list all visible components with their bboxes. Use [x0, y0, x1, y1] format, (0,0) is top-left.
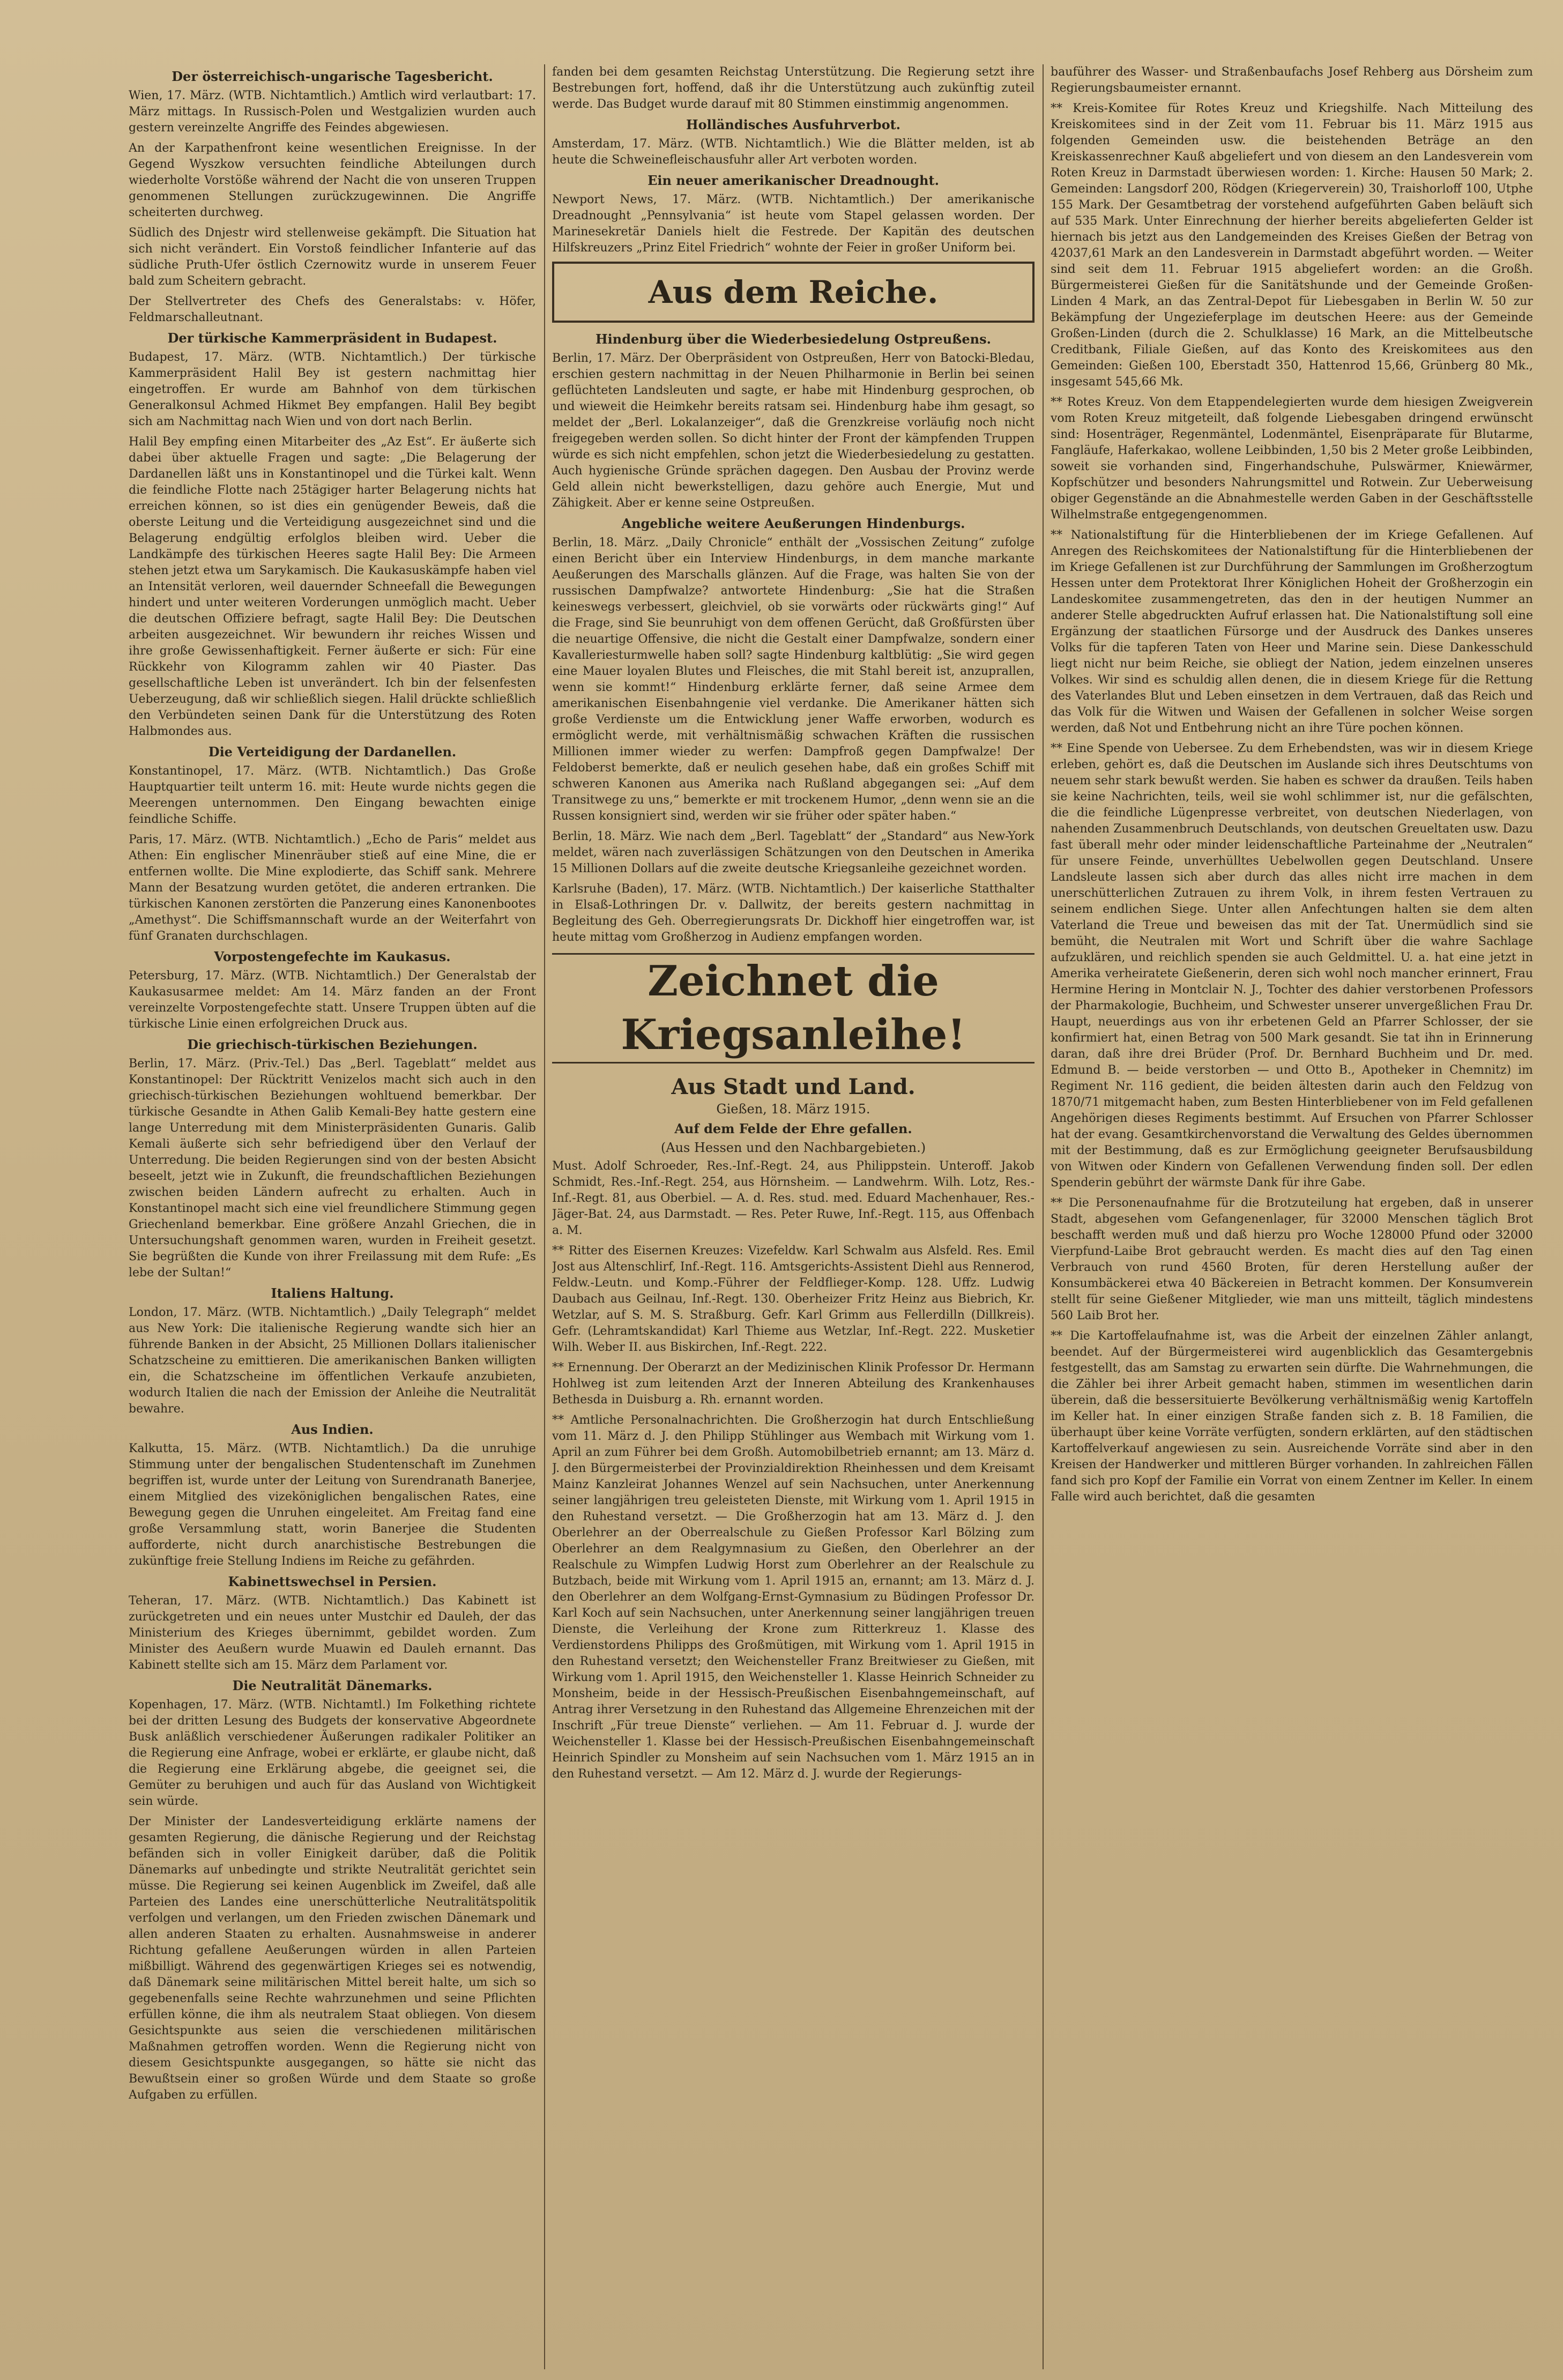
article-text: Teheran, 17. März. (WTB. Nichtamtlich.) Das Kabinett ist zurückgetreten und ein neues unter Mustchir ed Dauleh, der das Ministerium des Krieges übernimmt, gebildet worden. Zum Minister des Aeußern wurde Muawin ed Dauleh ernannt. Das Kabinett stellte sich am 15. März dem Parlament vor.: [129, 1594, 536, 1672]
article-text: An der Karpathenfront keine wesentlichen Ereignisse. In der Gegend Wyszkow versuchten feindliche Abteilungen durch wiederholte Vorstöße während der Nacht die von unseren Truppen genommenen Stellungen zurückzugewinnen. Die Angriffe scheiterten durchweg.: [129, 142, 536, 219]
headline: Italiens Haltung.: [271, 1285, 394, 1301]
article-text: bauführer des Wasser- und Straßenbaufachs Josef Rehberg aus Dörsheim zum Regierungsbaumeister ernannt.: [1051, 65, 1533, 95]
article-text: Kalkutta, 15. März. (WTB. Nichtamtlich.) Da die unruhige Stimmung unter der bengalischen Studentenschaft im Zunehmen begriffen ist, wurde unter der Leitung von Surendranath Banerjee, einem Mitglied des vizeköniglichen bengalischen Rates, eine Bewegung gegen die Unruhen eingeleitet. Am Freitag fand eine große Versammlung statt, worin Banerjee die Studenten aufforderte, nicht durch anarchistische Bestrebungen die zukünftige freie Stellung Indiens im Reiche zu gefährden.: [129, 1442, 536, 1568]
article-text: Berlin, 17. März. (Priv.-Tel.) Das „Berl. Tageblatt“ meldet aus Konstantinopel: Der Rücktritt Venizelos macht sich auch in den griechisch-türkischen Beziehungen wohltuend bemerkbar. Der türkische Gesandte in Athen Galib Kemali-Bey hatte gestern eine lange Unterredung mit dem Ministerpräsidenten Gunaris. Galib Kemali äußerte sich sehr befriedigend über den Verlauf der Unterredung. Die beiden Regierungen sind von der besten Absicht beseelt, jetzt wie in Zukunft, die freundschaftlichen Beziehungen zwischen beiden Ländern aufrecht zu erhalten. Auch in Konstantinopel macht sich eine viel freundlichere Stimmung gegen Griechenland bemerkbar. Eine größere Anzahl Griechen, die in Untersuchungshaft genommen waren, wurden in Freiheit gesetzt. Sie begrüßten die Kunde von ihrer Freilassung mit dem Rufe: „Es lebe der Sultan!“: [129, 1057, 536, 1280]
article-text: ** Eine Spende von Uebersee. Zu dem Erhebendsten, was wir in diesem Kriege erleben, gehört es, daß die Deutschen im Auslande sich ihres Deutschtums von neuem sehr stark bewußt werden. Sie haben es schwer da draußen. Teils haben sie keine Nachrichten, teils, weil sie wohl schlimmer ist, nur die gefälschten, die die feindliche Lügenpresse verbreitet, von deutschen Niederlagen, von nahenden Zusammenbruch Deutschlands, von deutschen Greueltaten usw. Dazu fast überall mehr oder minder leidenschaftliche Parteinahme der „Neutralen“ für unsere Feinde, unverhülltes Uebelwollen gegen Deutschland. Unsere Landsleute lassen sich aber durch das alles nicht irre machen in dem unerschütterlichen Zutrauen zu ihrem Volk, in ihrem festen Vertrauen zu seinem endlichen Siege. Unter allen Anfechtungen halten sie dem alten Vaterland die Treue und beweisen das mit der Tat. Unermüdlich sind sie bemüht, die Neutralen mit Wort und Schrift über die wahre Sachlage aufzuklären, und reichlich spenden sie auch Geldmittel. U. a. hat eine jetzt in Amerika verheiratete Gießenerin, deren sich wohl noch mancher erinnert, Frau Hermine Hering in Montclair N. J., Tochter des dahier verstorbenen Professors der Pharmakologie, Buchheim, und Schwester unserer unvergeßlichen Frau Dr. Haupt, neuerdings aus von ihr erbetenen Geld an Pfarrer Schlosser, der sie konfirmiert hat, einen Betrag von 500 Mark gesandt. Sie tat ihn in Erinnerung daran, daß ihre drei Brüder (Prof. Dr. Bernhard Buchheim und Dr. med. Edmund B. — beide verstorben — und Otto B., Apotheker in Chemnitz) im Regiment Nr. 116 gedient, die beiden ältesten darin auch den Feldzug von 1870/71 mitgemacht haben, zum Besten Hinterbliebener von im Feld gefallenen Angehörigen dieses Regiments bestimmt. Auf Ersuchen von Pfarrer Schlosser hat der evang. Gesamtkirchenvorstand die Verwaltung des Geldes übernommen mit der Bestimmung, daß es zur Ermöglichung geeigneter Berufsausbildung von Witwen oder Kindern von Gefallenen Verwendung finden soll. Der edlen Spenderin gebührt der wärmste Dank für ihre Gabe.: [1051, 742, 1533, 1189]
article-text: ** Die Kartoffelaufnahme ist, was die Arbeit der einzelnen Zähler anlangt, beendet. Auf der Bürgermeisterei wird augenblicklich das Gesamtergebnis festgestellt, das am Samstag zu erwarten sein dürfte. Die Wahrnehmungen, die die Zähler bei ihrer Arbeit gemacht haben, stimmen im wesentlichen darin überein, daß die bessersituierte Bevölkerung verhältnismäßig wenig Kartoffeln im Keller hat. In einer einzigen Straße fanden sich z. B. 18 Familien, die überhaupt über keine Vorräte verfügten, sondern erklärten, auf den städtischen Kartoffelverkauf angewiesen zu sein. Ausreichende Vorräte sind aber in den Kreisen der Handwerker und mittleren Bürger vorhanden. In zahlreichen Fällen fand sich pro Kopf der Familie ein Vorrat von einem Zentner im Keller. In einem Falle wird auch berichtet, daß die gesamten: [1051, 1329, 1533, 1504]
article-text: Wien, 17. März. (WTB. Nichtamtlich.) Amtlich wird verlautbart: 17. März mittags. In Russisch-Polen und Westgalizien wurden auch gestern vereinzelte Angriffe des Feindes abgewiesen.: [129, 89, 536, 135]
article-text: Must. Adolf Schroeder, Res.-Inf.-Regt. 24, aus Philippstein. Unteroff. Jakob Schmidt, Res.-Inf.-Regt. 254, aus Hörnsheim. — Landwehrm. Wilh. Lotz, Res.-Inf.-Regt. 81, aus Oberbiel. — A. d. Res. stud. med. Eduard Machenhauer, Res.-Jäger-Bat. 24, aus Darmstadt. — Res. Peter Ruwe, Inf.-Regt. 115, aus Offenbach a. M.: [552, 1159, 1034, 1237]
headline: Der türkische Kammerpräsident in Budapest.: [167, 330, 497, 346]
headline: Ein neuer amerikanischer Dreadnought.: [647, 173, 939, 188]
headline: Die griechisch-türkischen Beziehungen.: [187, 1037, 478, 1052]
dateline: Gießen, 18. März 1915.: [716, 1102, 870, 1117]
headline: Holländisches Ausfuhrverbot.: [686, 117, 901, 132]
article-text: ** Nationalstiftung für die Hinterbliebenen der im Kriege Gefallenen. Auf Anregen des Reichskomitees der Nationalstiftung für die Hinterbliebenen der im Kriege Gefallenen ist zur Durchführung der Sammlungen im Großherzogtum Hessen unter dem Protektorat Ihrer Königlichen Hoheit der Großherzogin ein Landeskomitee zusammengetreten, das den in der heutigen Nummer an anderer Stelle abgedruckten Aufruf erlassen hat. Die Nationalstiftung soll eine Ergänzung der staatlichen Fürsorge und der Ausdruck des Dankes unseres Volks für die tapferen Taten von Heer und Marine sein. Diese Dankesschuld liegt nicht nur beim Reiche, sie obliegt der Nation, jedem einzelnen unseres Volkes. Wir sind es schuldig allen denen, die in diesem Kriege für die Rettung des Vaterlandes Blut und Leben einsetzen in dem Vertrauen, daß das Reich und das Volk für die Witwen und Waisen der Gefallenen in solcher Weise sorgen werden, daß Not und Entbehrung nicht an ihre Türe pochen können.: [1051, 529, 1533, 735]
section-title: Aus dem Reiche.: [648, 274, 939, 310]
article-text: London, 17. März. (WTB. Nichtamtlich.) „Daily Telegraph“ meldet aus New York: Die italienische Regierung wandte sich hier an führende Banken in der Absicht, 25 Millionen Dollars italienischer Schatzscheine zu emittieren. Die amerikanischen Banken willigten ein, die Schatzscheine im öffentlichen Verkaufe anzubieten, wodurch Italien die nach der Emission der Anleihe die Neutralität bewahre.: [129, 1306, 536, 1416]
article-text: Berlin, 18. März. „Daily Chronicle“ enthält der „Vossischen Zeitung“ zufolge einen Bericht über ein Interview Hindenburgs, in dem manche markante Aeußerungen des Marschalls glänzen. Auf die Frage, was halten Sie von der russischen Dampfwalze? antwortete Hindenburg: „Sie hat die Straßen keineswegs verbessert, gleichviel, ob sie vorwärts oder rückwärts ging!“ Auf die Frage, sind Sie beunruhigt von dem offenen Gerücht, daß Großfürsten über die neuartige Offensive, die nicht die Gestalt einer Dampfwalze, sondern einer Kavalleriesturmwelle haben soll? sagte Hindenburg kaltblütig: „Sie wird gegen eine Mauer loyalen Blutes und Fleisches, die mit Stahl bereit ist, anzuprallen, wenn sie kommt!“ Hindenburg erklärte ferner, daß seine Armee dem amerikanischen Eisenbahngenie viel verdanke. Die Amerikaner hätten sich große Verdienste um die Entwicklung jener Waffe erworben, wodurch es ermöglicht werde, mit verhältnismäßig schwachen Kräften die russischen Millionen immer wieder zu werfen: Dampfroß gegen Dampfwalze! Der Feldoberst bemerkte, daß er neulich gesehen habe, daß ein großes Schiff mit schweren Kanonen aus Amerika nach Rußland abgegangen sei: „Auf dem Transitwege zu uns,“ bemerkte er mit trockenem Humor, „denn wenn sie an die Russen konsigniert sind, werden wir sie früher oder später haben.“: [552, 536, 1034, 823]
column-1: [129, 64, 536, 2369]
article-text: ** Amtliche Personalnachrichten. Die Großherzogin hat durch Entschließung vom 11. März d. J. den Philipp Stühlinger aus Wembach mit Wirkung vom 1. April an zum Führer bei dem Großh. Automobilbetrieb ernannt; am 13. März d. J. den Bürgermeisterbei der Provinzialdirektion Rheinhessen und dem Kreisamt Mainz Kanzleirat Johannes Wenzel auf sein Nachsuchen, unter Anerkennung seiner langjährigen treu geleisteten Dienste, mit Wirkung vom 1. April 1915 in den Ruhestand versetzt. — Die Großherzogin hat am 13. März d. J. den Oberlehrer an der Oberrealschule zu Gießen Professor Karl Bölzing zum Oberlehrer an dem Realgymnasium zu Gießen, den Oberlehrer an der Realschule zu Wimpfen Ludwig Horst zum Oberlehrer an der Realschule zu Butzbach, beide mit Wirkung vom 1. April 1915 an, ernannt; am 13. März d. J. den Oberlehrer an dem Wolfgang-Ernst-Gymnasium zu Büdingen Professor Dr. Karl Koch auf sein Nachsuchen, unter Anerkennung seiner langjährigen treuen Dienste, die Verleihung der Krone zum Ritterkreuz 1. Klasse des Verdienstordens Philipps des Großmütigen, mit Wirkung vom 1. April 1915 in den Ruhestand versetzt; den Weichensteller Franz Breitwieser zu Gießen, mit Wirkung vom 1. April 1915, den Weichensteller 1. Klasse Heinrich Schneider zu Monsheim, beide in der Hessisch-Preußischen Eisenbahngemeinschaft, auf Antrag ihrer Versetzung in den Ruhestand das Allgemeine Ehrenzeichen mit der Inschrift „Für treue Dienste“ verliehen. — Am 11. Februar d. J. wurde der Weichensteller 1. Klasse bei der Hessisch-Preußischen Eisenbahngemeinschaft Heinrich Spindler zu Monsheim auf sein Nachsuchen vom 1. März 1915 an in den Ruhestand versetzt. — Am 12. März d. J. wurde der Regierungs-: [552, 1414, 1034, 1781]
article-text: Halil Bey empfing einen Mitarbeiter des „Az Est“. Er äußerte sich dabei über aktuelle Fragen und sagte: „Die Belagerung der Dardanellen läßt uns in Konstantinopel und die Türkei kalt. Wenn die feindliche Flotte nach 25tägiger harter Belagerung nichts hat erreichen können, so ist dies ein genügender Beweis, daß die oberste Leitung und die Verteidigung ausgezeichnet sind und die Belagerung endgültig erfolglos bleiben wird. Ueber die Landkämpfe des türkischen Heeres sagte Halil Bey: Die Armeen stehen jetzt etwa um Sarykamisch. Die Kaukasuskämpfe haben viel an Intensität verloren, weil dauernder Schneefall die Bewegungen hindert und unter weiteren Vorderungen unmöglich macht. Ueber die deutschen Offiziere befragt, sagte Halil Bey: Die Deutschen arbeiten ausgezeichnet. Wir bewundern ihr reiches Wissen und ihre große Gewissenhaftigkeit. Ferner äußerte er sich: Für eine Rückkehr von Kilogramm zahlen wir 40 Piaster. Das gesellschaftliche Leben ist unverändert. Ich bin der felsenfesten Ueberzeugung, daß wir schließlich siegen. Halil drückte schließlich den Verbündeten seinen Dank für die Unterstützung des Roten Halbmondes aus.: [129, 435, 536, 738]
article-text: Petersburg, 17. März. (WTB. Nichtamtlich.) Der Generalstab der Kaukasusarmee meldet: Am 14. März fanden an der Front vereinzelte Vorpostengefechte statt. Unsere Truppen übten auf die türkische Linie einen erfolgreichen Druck aus.: [129, 969, 536, 1031]
article-text: Berlin, 17. März. Der Oberpräsident von Ostpreußen, Herr von Batocki-Bledau, erschien gestern nachmittag in der Neuen Philharmonie in Berlin bei seinen geflüchteten Landsleuten und sagte, er habe mit Hindenburg gesprochen, ob und wieweit die Heimkehr bereits ratsam sei. Hindenburg habe ihm gesagt, so meldet der „Berl. Lokalanzeiger“, daß die Grenzkreise vorläufig noch nicht freigegeben werden sollen. So dicht hinter der Front der kämpfenden Truppen würde es sich nicht empfehlen, schon jetzt die Wiederbesiedelung zu gestatten. Auch hygienische Gründe sprächen dagegen. Den Ausbau der Provinz werde Geld allein nicht bewerkstelligen, dazu gehöre auch Energie, Mut und Zähigkeit. Aber er kenne seine Ostpreußen.: [552, 352, 1034, 510]
article-text: Südlich des Dnjestr wird stellenweise gekämpft. Die Situation hat sich nicht verändert. Ein Vorstoß feindlicher Infanterie auf das südliche Pruth-Ufer östlich Czernowitz wurde in unserem Feuer bald zum Scheitern gebracht.: [129, 226, 536, 288]
headline: Kabinettswechsel in Persien.: [228, 1574, 437, 1589]
article-text: Amsterdam, 17. März. (WTB. Nichtamtlich.) Wie die Blätter melden, ist ab heute die Schweinefleischausfuhr aller Art verboten worden.: [552, 137, 1034, 167]
article-text: Budapest, 17. März. (WTB. Nichtamtlich.) Der türkische Kammerpräsident Halil Bey ist gestern nachmittag hier eingetroffen. Er wurde am Bahnhof von dem türkischen Generalkonsul Achmed Hikmet Bey empfangen. Halil Bey begibt sich am Nachmittag nach Wien und von dort nach Berlin.: [129, 351, 536, 428]
article-text: Newport News, 17. März. (WTB. Nichtamtlich.) Der amerikanische Dreadnought „Pennsylvania“ ist heute vom Stapel gelassen worden. Der Marinesekretär Daniels hielt die Festrede. Der Kapitän des deutschen Hilfskreuzers „Prinz Eitel Friedrich“ wohnte der Feier in großer Uniform bei.: [552, 193, 1034, 255]
article-text: ** Die Personenaufnahme für die Brotzuteilung hat ergeben, daß in unserer Stadt, abgesehen vom Gefangenenlager, für 32000 Menschen täglich Brot beschafft werden muß und daß hierzu pro Woche 128000 Pfund oder 32000 Vierpfund-Laibe Brot gebraucht werden. Es macht dies auf den Tag einen Verbrauch von rund 4560 Broten, für deren Herstellung außer der Konsumbäckerei etwa 40 Bäckereien in Betracht kommen. Der Konsumverein stellt für seine Gießener Mitglieder, wie man uns mitteilt, täglich mindestens 560 Laib Brot her.: [1051, 1196, 1533, 1322]
article-text: ** Kreis-Komitee für Rotes Kreuz und Kriegshilfe. Nach Mitteilung des Kreiskomitees sind in der Zeit vom 11. Februar bis 11. März 1915 aus folgenden Gemeinden usw. die beistehenden Beträge an den Kreiskassenrechner Kauß abgeliefert und von diesem an den Landesverein vom Roten Kreuz in Darmstadt überwiesen worden: 1. Kirche: Hausen 50 Mark; 2. Gemeinden: Langsdorf 200, Rödgen (Kriegerverein) 30, Traishorloff 100, Utphe 155 Mark. Der Gesamtbetrag der vorstehend aufgeführten Gaben beläuft sich auf 535 Mark. Unter Einrechnung der hierher bereits abgelieferten Gelder ist hiernach bis jetzt aus den Landgemeinden des Kreises Gießen der Betrag von 42037,61 Mark an den Landesverein in Darmstadt abgeführt worden. — Weiter sind seit dem 11. Februar 1915 abgeliefert worden: an die Großh. Bürgermeisterei Gießen für die Sanitätshunde und der Gemeinde Großen-Linden 4 Mark, an das Zentral-Depot für Liebesgaben in Berlin W. 50 zur Bekämpfung der Ungezieferplage im deutschen Heere: aus der Gemeinde Großen-Linden (durch die 2. Schulklasse) 16 Mark, an die Mittelbeutsche Creditbank, Filiale Gießen, auf das Konto des Kreiskomitees aus den Gemeinden: Gießen 100, Eberstadt 350, Hattenrod 15,66, Grünberg 80 Mk., insgesamt 545,66 Mk.: [1051, 102, 1533, 389]
headline: Aus Indien.: [291, 1422, 374, 1437]
column-3: [1051, 64, 1533, 2369]
article-text: Berlin, 18. März. Wie nach dem „Berl. Tageblatt“ der „Standard“ aus New-York meldet, wären nach zuverlässigen Schätzungen von den Deutschen in Amerika 15 Millionen Dollars auf die zweite deutsche Kriegsanleihe gezeichnet worden.: [552, 830, 1034, 875]
column-divider: [544, 64, 545, 2369]
article-text: Paris, 17. März. (WTB. Nichtamtlich.) „Echo de Paris“ meldet aus Athen: Ein englischer Minenräuber stieß auf eine Mine, die er entfernen wollte. Die Mine explodierte, das Schiff sank. Mehrere Mann der Besatzung wurden getötet, die anderen ertranken. Die türkischen Kanonen zerstörten die Panzerung eines Kanonenbootes „Amethyst“. Die Schiffsmannschaft wurde an der Weiterfahrt von fünf Granaten durchschlagen.: [129, 833, 536, 943]
article-text: ** Rotes Kreuz. Von dem Etappendelegierten wurde dem hiesigen Zweigverein vom Roten Kreuz mitgeteilt, daß folgende Liebesgaben dringend erwünscht sind: Hosenträger, Regenmäntel, Lodenmäntel, Eisenpräparate für Blutarme, Fangläufe, Haferkakao, wollene Leibbinden, 1,50 bis 2 Meter große Leibbinden, soweit sie vorhanden sind, Fingerhandschuhe, Pulswärmer, Kniewärmer, Kopfschützer und besonders Nahrungsmittel und Rotwein. Zur Ueberweisung obiger Gegenstände an die Abnahmestelle werden Gaben in der Geschäftsstelle Wilhelmstraße entgegengenommen.: [1051, 396, 1533, 522]
headline: Angebliche weitere Aeußerungen Hindenburgs.: [621, 516, 965, 531]
article-text: fanden bei dem gesamten Reichstag Unterstützung. Die Regierung setzt ihre Bestrebungen fort, hoffend, daß ihr die Unterstützung auch zukünftig zuteil werde. Das Budget wurde darauf mit 80 Stimmen einstimmig angenommen.: [552, 65, 1034, 111]
article-text: ** Ernennung. Der Oberarzt an der Medizinischen Klinik Professor Dr. Hermann Hohlweg ist zum leitenden Arzt der Inneren Abteilung des Krankenhauses Bethesda in Duisburg a. Rh. ernannt worden.: [552, 1361, 1034, 1407]
article-text: Der Minister der Landesverteidigung erklärte namens der gesamten Regierung, die dänische Regierung und der Reichstag befänden sich in voller Einigkeit darüber, daß die Politik Dänemarks auf unbedingte und strikte Neutralität gerichtet sein müsse. Die Regierung sei keinen Augenblick im Zweifel, daß alle Parteien des Landes eine unerschütterliche Neutralitätspolitik verfolgen und verlangen, um den Frieden zwischen Dänemark und allen anderen Staaten zu erhalten. Ausnahmsweise in anderer Richtung gefallene Aeußerungen würden in allen Parteien mißbilligt. Während des gegenwärtigen Krieges sei es notwendig, daß Dänemark seine militärischen Mittel bereit halte, um sich so gegebenenfalls seine Rechte wahrzunehmen und seine Pflichten erfüllen könne, die ihm als neutralem Staat obliegen. Von diesem Gesichtspunkte aus seien die verschiedenen militärischen Maßnahmen getroffen worden. Wenn die Regierung nicht von diesem Gesichtspunkte ausgegangen, so hätte sie nicht das Bewußtsein einer so großen Würde und dem Staate so große Aufgaben zu erfüllen.: [129, 1815, 536, 2102]
headline: Die Verteidigung der Dardanellen.: [208, 744, 457, 760]
section-banner: [552, 262, 1034, 323]
war-bond-slogan: Zeichnet die Kriegsanleihe!: [552, 953, 1034, 1063]
article-text: ** Ritter des Eisernen Kreuzes: Vizefeldw. Karl Schwalm aus Alsfeld. Res. Emil Jost aus Altenschlirf, Inf.-Regt. 116. Amtsgerichts-Assistent Diehl aus Rennerod, Feldw.-Leutn. und Komp.-Führer der Feldflieger-Komp. 128. Uffz. Ludwig Daubach aus Geilnau, Inf.-Regt. 130. Oberheizer Fritz Heinz aus Biebrich, Kr. Wetzlar, auf S. M. S. Straßburg. Gefr. Karl Grimm aus Fellerdilln (Dillkreis). Gefr. (Lehramtskandidat) Karl Thieme aus Wetzlar, Inf.-Regt. 222. Musketier Wilh. Weber II. aus Biskirchen, Inf.-Regt. 222.: [552, 1244, 1034, 1354]
headline: Der österreichisch-ungarische Tagesbericht.: [172, 69, 493, 84]
headline: Hindenburg über die Wiederbesiedelung Ostpreußens.: [595, 331, 991, 347]
article-text: Karlsruhe (Baden), 17. März. (WTB. Nichtamtlich.) Der kaiserliche Statthalter in Elsaß-Lothringen Dr. v. Dallwitz, der bereits gestern nachmittag in Begleitung des Geh. Oberregierungsrats Dr. Dickhoff hier eingetroffen war, ist heute mittag vom Großherzog in Audienz empfangen worden.: [552, 882, 1034, 944]
column-divider: [1043, 64, 1044, 2369]
subheadline: (Aus Hessen und den Nachbargebieten.): [660, 1140, 926, 1155]
headline: Vorpostengefechte im Kaukasus.: [214, 949, 451, 964]
article-text: Kopenhagen, 17. März. (WTB. Nichtamtl.) Im Folkething richtete bei der dritten Lesung des Budgets der konservative Abgeordnete Busk anläßlich verschiedener Äußerungen radikaler Politiker an die Regierung eine Anfrage, wobei er erklärte, er glaube nicht, daß die Regierung eine Erklärung abgebe, die geeignet sei, die Gemüter zu beruhigen und auch für das Ausland von Wichtigkeit sein würde.: [129, 1698, 536, 1808]
article-text: Der Stellvertreter des Chefs des Generalstabs: v. Höfer, Feldmarschalleutnant.: [129, 295, 536, 324]
section-title: Aus Stadt und Land.: [671, 1074, 916, 1099]
article-text: Konstantinopel, 17. März. (WTB. Nichtamtlich.) Das Große Hauptquartier teilt unterm 16. mit: Heute wurde nichts gegen die Meerengen unternommen. Den Eingang bewachten einige feindliche Schiffe.: [129, 764, 536, 826]
headline: Die Neutralität Dänemarks.: [232, 1678, 433, 1693]
column-2: [552, 64, 1034, 2369]
headline: Auf dem Felde der Ehre gefallen.: [674, 1121, 912, 1136]
